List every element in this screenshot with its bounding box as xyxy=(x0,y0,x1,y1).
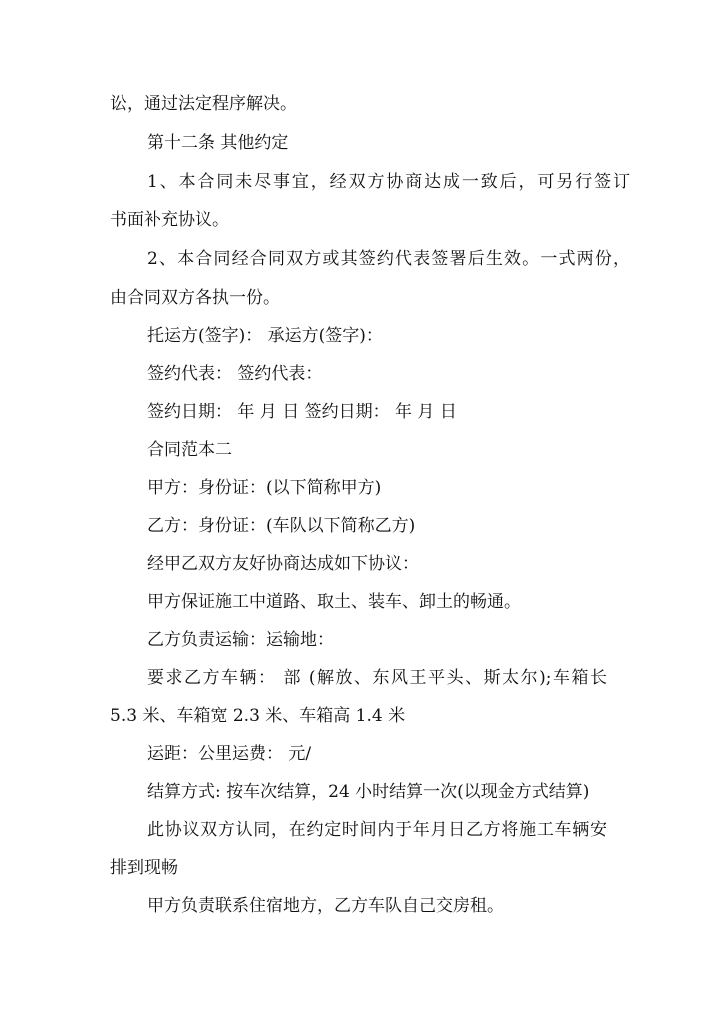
agreement-confirmation-cont: 排到现畅 xyxy=(110,858,178,878)
agreement-intro: 经甲乙双方友好协商达成如下协议： xyxy=(147,554,419,574)
party-b-line: 乙方：身份证：(车队以下简称乙方) xyxy=(147,516,416,536)
accommodation-clause: 甲方负责联系住宿地方，乙方车队自己交房租。 xyxy=(147,896,504,916)
article-12-heading: 第十二条 其他约定 xyxy=(147,133,289,153)
distance-freight: 运距：公里运费： 元/ xyxy=(147,744,312,764)
shipper-carrier-signature: 托运方(签字)： 承运方(签字)： xyxy=(147,326,383,346)
party-a-guarantee: 甲方保证施工中道路、取土、装车、卸土的畅通。 xyxy=(147,592,521,612)
contract-template-two-heading: 合同范本二 xyxy=(147,440,232,460)
party-a-line: 甲方：身份证：(以下简称甲方) xyxy=(147,478,382,498)
party-b-transport: 乙方负责运输：运输地： xyxy=(147,630,334,650)
text-line-5: 2、本合同经合同双方或其签约代表签署后生效。一式两份， xyxy=(147,249,630,269)
text-line-1: 讼，通过法定程序解决。 xyxy=(110,94,297,114)
text-line-6: 由合同双方各执一份。 xyxy=(110,288,280,308)
signing-representative: 签约代表： 签约代表： xyxy=(147,364,323,384)
vehicle-requirement: 要求乙方车辆： 部 (解放、东风王平头、斯太尔);车箱长 xyxy=(147,668,607,688)
settlement-method: 结算方式: 按车次结算，24 小时结算一次(以现金方式结算) xyxy=(147,782,590,802)
signing-date: 签约日期： 年 月 日 签约日期： 年 月 日 xyxy=(147,402,457,422)
text-line-3: 1、本合同未尽事宜，经双方协商达成一致后，可另行签订 xyxy=(147,172,630,192)
text-line-4: 书面补充协议。 xyxy=(110,210,229,230)
agreement-confirmation: 此协议双方认同，在约定时间内于年月日乙方将施工车辆安 xyxy=(147,820,607,840)
vehicle-dimensions: 5.3 米、车箱宽 2.3 米、车箱高 1.4 米 xyxy=(110,706,406,726)
